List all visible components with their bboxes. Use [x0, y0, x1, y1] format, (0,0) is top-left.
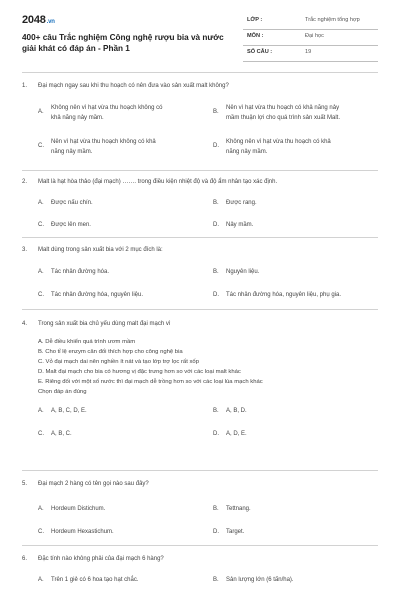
option-letter: B. — [213, 200, 219, 206]
option-text: Được rang. — [226, 200, 257, 206]
option-text: A, B, C. — [51, 431, 72, 437]
meta-row-subject — [243, 30, 378, 46]
option-text: Tác nhân đường hóa. — [51, 269, 109, 275]
statement-b: B. Cho tỉ lệ enzym cân đối thích hợp cho công nghệ bia — [38, 349, 183, 355]
site-logo[interactable] — [22, 14, 55, 26]
option-letter: A. — [38, 109, 44, 115]
question-number: 3. — [22, 247, 28, 253]
answer-prompt: Chọn đáp án đúng — [38, 389, 87, 395]
option-text-line: Không nên vì hạt vừa thu hoạch có khả — [226, 139, 331, 145]
option-letter: C. — [38, 292, 44, 298]
meta-key: MÔN : — [247, 33, 264, 39]
option-letter: A. — [38, 200, 44, 206]
divider — [22, 545, 378, 546]
option-text: Được lên men. — [51, 222, 91, 228]
option-letter: B. — [213, 109, 219, 115]
option-text: Trên 1 giẻ có 6 hoa tạo hạt chắc. — [51, 577, 139, 583]
option-text: A, B, D. — [226, 408, 247, 414]
option-letter: D. — [213, 292, 219, 298]
page-title: 400+ câu Trắc nghiệm Công nghệ rượu bia và nước giải khát có đáp án - Phần 1 — [22, 33, 224, 53]
document-header — [22, 12, 378, 58]
meta-value: Trắc nghiệm tổng hợp — [305, 17, 360, 23]
option-letter: B. — [213, 269, 219, 275]
option-text-line: Nên vì hạt vừa thu hoạch có khả năng nảy — [226, 105, 340, 111]
option-letter: D. — [213, 222, 219, 228]
option-text-line: năng nảy mầm. — [51, 149, 93, 155]
question-number: 1. — [22, 83, 28, 89]
question-number: 5. — [22, 481, 28, 487]
option-text: Tettnang. — [226, 506, 251, 512]
question-number: 2. — [22, 179, 28, 185]
option-letter: A. — [38, 577, 44, 583]
divider — [22, 309, 378, 310]
option-letter: D. — [213, 431, 219, 437]
meta-key: LỚP : — [247, 17, 263, 23]
option-text: Tác nhân đường hóa, nguyên liệu, phụ gia. — [226, 292, 342, 298]
option-text-line: Nên vì hạt vừa thu hoạch không có khả — [51, 139, 156, 145]
question-text: Trong sản xuất bia chủ yếu dùng malt đại mạch vì — [38, 321, 171, 327]
option-letter: C. — [38, 222, 44, 228]
option-letter: B. — [213, 408, 219, 414]
option-text: Nảy mầm. — [226, 222, 254, 228]
option-letter: B. — [213, 506, 219, 512]
option-text: Hordeum Distichum. — [51, 506, 106, 512]
meta-key: SỐ CÂU : — [247, 49, 273, 55]
question-text: Malt dùng trong sản xuất bia với 2 mục đích là: — [38, 247, 163, 253]
option-text: Được nấu chín. — [51, 200, 93, 206]
divider — [22, 470, 378, 471]
option-text-line: mầm thuận lợi cho quá trình sản xuất Malt. — [226, 115, 340, 121]
option-text: A, D, E. — [226, 431, 247, 437]
meta-row-count — [243, 46, 378, 62]
statement-a: A. Dễ điều khiển quá trình ươm mầm — [38, 339, 136, 345]
logo-suffix: .vn — [46, 19, 55, 25]
option-text-line: khả năng nảy mầm. — [51, 115, 104, 121]
option-letter: D. — [213, 143, 219, 149]
option-letter: C. — [38, 143, 44, 149]
divider — [22, 237, 378, 238]
option-text: Sản lượng lớn (6 tấn/ha). — [226, 577, 294, 583]
option-letter: D. — [213, 529, 219, 535]
question-number: 6. — [22, 556, 28, 562]
statement-c: C. Vỏ đại mạch dai nên nghiền ít nát và tạo lớp trợ lọc rất xốp — [38, 359, 199, 365]
option-letter: A. — [38, 408, 44, 414]
question-number: 4. — [22, 321, 28, 327]
divider — [22, 170, 378, 171]
question-text: Malt là hạt hòa thảo (đại mạch) ……. trong điều kiện nhiệt độ và độ ẩm nhân tạo xác định. — [38, 179, 278, 185]
statement-d: D. Malt đại mạch cho bia có hương vị đặc trưng hơn so với các loại malt khác — [38, 369, 241, 375]
question-text: Đặc tính nào không phải của đại mạch 6 hàng? — [38, 556, 164, 562]
option-letter: C. — [38, 431, 44, 437]
meta-row-class — [243, 14, 378, 30]
option-letter: C. — [38, 529, 44, 535]
statement-e: E. Riêng đối với một số nước thì đại mạch dễ trồng hơn so với các loại lúa mạch khác — [38, 379, 263, 385]
option-text: Nguyên liệu. — [226, 269, 260, 275]
question-text: Đại mạch ngay sau khi thu hoạch có nên đưa vào sản xuất malt không? — [38, 83, 229, 89]
option-text-line: Không nên vì hạt vừa thu hoạch không có — [51, 105, 163, 111]
meta-table — [243, 14, 378, 62]
logo-text: 2048 — [22, 14, 46, 26]
option-text: Hordeum Hexastichum. — [51, 529, 114, 535]
option-letter: B. — [213, 577, 219, 583]
meta-value: 19 — [305, 49, 312, 55]
option-text: Tác nhân đường hóa, nguyên liệu. — [51, 292, 144, 298]
option-text: A, B, C, D, E. — [51, 408, 87, 414]
question-text: Đại mạch 2 hàng có tên gọi nào sau đây? — [38, 481, 149, 487]
divider — [22, 72, 378, 73]
option-text: Target. — [226, 529, 245, 535]
option-letter: A. — [38, 269, 44, 275]
meta-value: Đại học — [305, 33, 324, 39]
option-text-line: năng nảy mầm. — [226, 149, 268, 155]
option-letter: A. — [38, 506, 44, 512]
